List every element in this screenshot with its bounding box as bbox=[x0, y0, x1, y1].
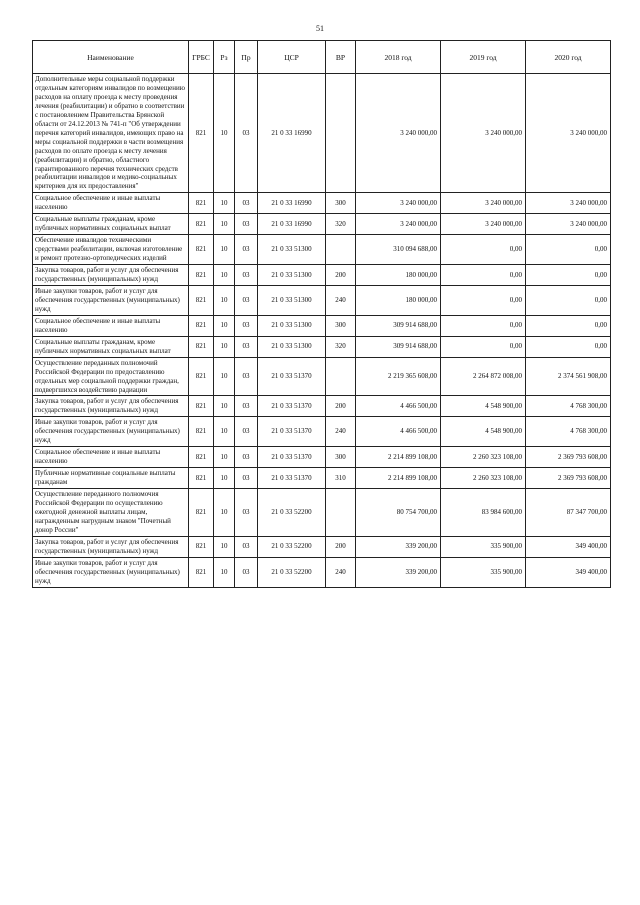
cell-name: Осуществление переданного полномочия Российской Федерации по осуществлению ежегодной денежной выплаты лицам, награжденным нагрудным знаком "Почетный донор России" bbox=[33, 489, 189, 537]
cell-vr: 300 bbox=[326, 193, 356, 214]
cell-csr: 21 0 33 51300 bbox=[258, 336, 326, 357]
cell-grbs: 821 bbox=[189, 74, 214, 193]
cell-vr: 200 bbox=[326, 536, 356, 557]
cell-name: Социальные выплаты гражданам, кроме публичных нормативных социальных выплат bbox=[33, 214, 189, 235]
cell-vr bbox=[326, 489, 356, 537]
cell-csr: 21 0 33 51300 bbox=[258, 265, 326, 286]
cell-2018: 2 214 899 108,00 bbox=[356, 447, 441, 468]
cell-2018: 4 466 500,00 bbox=[356, 396, 441, 417]
cell-2019: 83 984 600,00 bbox=[441, 489, 526, 537]
cell-csr: 21 0 33 16990 bbox=[258, 74, 326, 193]
cell-2019: 2 260 323 108,00 bbox=[441, 447, 526, 468]
cell-csr: 21 0 33 51370 bbox=[258, 447, 326, 468]
cell-name: Закупка товаров, работ и услуг для обеспечения государственных (муниципальных) нужд bbox=[33, 396, 189, 417]
cell-2019: 3 240 000,00 bbox=[441, 193, 526, 214]
cell-rz: 10 bbox=[214, 396, 235, 417]
cell-2020: 2 369 793 608,00 bbox=[526, 468, 611, 489]
cell-pr: 03 bbox=[235, 396, 258, 417]
cell-2018: 2 219 365 608,00 bbox=[356, 357, 441, 396]
cell-2020: 0,00 bbox=[526, 285, 611, 315]
cell-2018: 80 754 700,00 bbox=[356, 489, 441, 537]
col-header-2019: 2019 год bbox=[441, 41, 526, 74]
cell-name: Социальное обеспечение и иные выплаты населению bbox=[33, 193, 189, 214]
cell-2020: 0,00 bbox=[526, 265, 611, 286]
budget-table bbox=[32, 40, 611, 588]
cell-csr: 21 0 33 51370 bbox=[258, 396, 326, 417]
cell-name: Закупка товаров, работ и услуг для обеспечения государственных (муниципальных) нужд bbox=[33, 265, 189, 286]
cell-vr: 300 bbox=[326, 447, 356, 468]
cell-2018: 309 914 688,00 bbox=[356, 315, 441, 336]
cell-2018: 3 240 000,00 bbox=[356, 193, 441, 214]
cell-grbs: 821 bbox=[189, 396, 214, 417]
col-header-vr: ВР bbox=[326, 41, 356, 74]
cell-grbs: 821 bbox=[189, 265, 214, 286]
cell-name: Иные закупки товаров, работ и услуг для обеспечения государственных (муниципальных) нужд bbox=[33, 557, 189, 587]
cell-2018: 339 200,00 bbox=[356, 536, 441, 557]
cell-grbs: 821 bbox=[189, 447, 214, 468]
col-header-2018: 2018 год bbox=[356, 41, 441, 74]
col-header-name: Наименование bbox=[33, 41, 189, 74]
cell-2020: 349 400,00 bbox=[526, 536, 611, 557]
cell-pr: 03 bbox=[235, 214, 258, 235]
table-row bbox=[33, 285, 611, 315]
cell-pr: 03 bbox=[235, 489, 258, 537]
col-header-pr: Пр bbox=[235, 41, 258, 74]
cell-vr bbox=[326, 235, 356, 265]
cell-grbs: 821 bbox=[189, 557, 214, 587]
cell-rz: 10 bbox=[214, 214, 235, 235]
cell-vr: 240 bbox=[326, 417, 356, 447]
cell-rz: 10 bbox=[214, 447, 235, 468]
table-row bbox=[33, 336, 611, 357]
cell-2018: 3 240 000,00 bbox=[356, 74, 441, 193]
cell-2019: 0,00 bbox=[441, 265, 526, 286]
cell-grbs: 821 bbox=[189, 468, 214, 489]
cell-2019: 0,00 bbox=[441, 315, 526, 336]
cell-2020: 3 240 000,00 bbox=[526, 74, 611, 193]
table-row bbox=[33, 447, 611, 468]
cell-2020: 2 369 793 608,00 bbox=[526, 447, 611, 468]
cell-2020: 0,00 bbox=[526, 235, 611, 265]
cell-name: Публичные нормативные социальные выплаты гражданам bbox=[33, 468, 189, 489]
cell-2018: 309 914 688,00 bbox=[356, 336, 441, 357]
cell-grbs: 821 bbox=[189, 536, 214, 557]
cell-name: Осуществление переданных полномочий Российской Федерации по предоставлению отдельных мер социальной поддержки граждан, подвергшихся воздействию радиации bbox=[33, 357, 189, 396]
cell-pr: 03 bbox=[235, 336, 258, 357]
cell-2020: 3 240 000,00 bbox=[526, 193, 611, 214]
cell-rz: 10 bbox=[214, 265, 235, 286]
table-row bbox=[33, 489, 611, 537]
cell-name: Иные закупки товаров, работ и услуг для обеспечения государственных (муниципальных) нужд bbox=[33, 417, 189, 447]
cell-grbs: 821 bbox=[189, 315, 214, 336]
cell-2019: 0,00 bbox=[441, 336, 526, 357]
cell-2019: 0,00 bbox=[441, 235, 526, 265]
table-body bbox=[33, 74, 611, 588]
cell-csr: 21 0 33 52200 bbox=[258, 557, 326, 587]
cell-2020: 87 347 700,00 bbox=[526, 489, 611, 537]
cell-pr: 03 bbox=[235, 357, 258, 396]
cell-name: Закупка товаров, работ и услуг для обеспечения государственных (муниципальных) нужд bbox=[33, 536, 189, 557]
cell-grbs: 821 bbox=[189, 417, 214, 447]
cell-csr: 21 0 33 51370 bbox=[258, 357, 326, 396]
cell-grbs: 821 bbox=[189, 235, 214, 265]
cell-csr: 21 0 33 51300 bbox=[258, 235, 326, 265]
cell-name: Иные закупки товаров, работ и услуг для обеспечения государственных (муниципальных) нужд bbox=[33, 285, 189, 315]
table-header-row bbox=[33, 41, 611, 74]
cell-vr: 240 bbox=[326, 285, 356, 315]
cell-vr bbox=[326, 74, 356, 193]
cell-vr: 240 bbox=[326, 557, 356, 587]
cell-pr: 03 bbox=[235, 315, 258, 336]
cell-rz: 10 bbox=[214, 417, 235, 447]
cell-2020: 0,00 bbox=[526, 336, 611, 357]
cell-grbs: 821 bbox=[189, 214, 214, 235]
cell-grbs: 821 bbox=[189, 285, 214, 315]
cell-2020: 2 374 561 908,00 bbox=[526, 357, 611, 396]
cell-rz: 10 bbox=[214, 489, 235, 537]
table-row bbox=[33, 315, 611, 336]
cell-vr: 200 bbox=[326, 265, 356, 286]
table-row bbox=[33, 557, 611, 587]
cell-rz: 10 bbox=[214, 357, 235, 396]
cell-vr: 320 bbox=[326, 336, 356, 357]
cell-2018: 2 214 899 108,00 bbox=[356, 468, 441, 489]
cell-vr: 300 bbox=[326, 315, 356, 336]
cell-rz: 10 bbox=[214, 315, 235, 336]
cell-2018: 3 240 000,00 bbox=[356, 214, 441, 235]
cell-grbs: 821 bbox=[189, 357, 214, 396]
cell-2019: 4 548 900,00 bbox=[441, 417, 526, 447]
table-row bbox=[33, 468, 611, 489]
cell-rz: 10 bbox=[214, 285, 235, 315]
table-row bbox=[33, 193, 611, 214]
table-row bbox=[33, 74, 611, 193]
cell-grbs: 821 bbox=[189, 336, 214, 357]
cell-pr: 03 bbox=[235, 74, 258, 193]
cell-csr: 21 0 33 52200 bbox=[258, 489, 326, 537]
cell-rz: 10 bbox=[214, 193, 235, 214]
cell-2019: 4 548 900,00 bbox=[441, 396, 526, 417]
col-header-csr: ЦСР bbox=[258, 41, 326, 74]
cell-2019: 335 900,00 bbox=[441, 557, 526, 587]
cell-2020: 4 768 300,00 bbox=[526, 417, 611, 447]
cell-grbs: 821 bbox=[189, 489, 214, 537]
cell-csr: 21 0 33 51370 bbox=[258, 468, 326, 489]
table-row bbox=[33, 417, 611, 447]
cell-2019: 3 240 000,00 bbox=[441, 74, 526, 193]
cell-grbs: 821 bbox=[189, 193, 214, 214]
table-row bbox=[33, 235, 611, 265]
page-number: 51 bbox=[316, 24, 324, 33]
cell-csr: 21 0 33 51300 bbox=[258, 285, 326, 315]
cell-csr: 21 0 33 16990 bbox=[258, 214, 326, 235]
cell-pr: 03 bbox=[235, 536, 258, 557]
cell-name: Обеспечение инвалидов техническими средствами реабилитации, включая изготовление и ремонт протезно-ортопедических изделий bbox=[33, 235, 189, 265]
cell-2018: 180 000,00 bbox=[356, 265, 441, 286]
cell-rz: 10 bbox=[214, 468, 235, 489]
table-row bbox=[33, 265, 611, 286]
cell-csr: 21 0 33 51300 bbox=[258, 315, 326, 336]
cell-pr: 03 bbox=[235, 557, 258, 587]
cell-2018: 310 094 688,00 bbox=[356, 235, 441, 265]
cell-rz: 10 bbox=[214, 74, 235, 193]
cell-csr: 21 0 33 16990 bbox=[258, 193, 326, 214]
cell-vr: 310 bbox=[326, 468, 356, 489]
table-row bbox=[33, 214, 611, 235]
cell-name: Социальные выплаты гражданам, кроме публичных нормативных социальных выплат bbox=[33, 336, 189, 357]
col-header-rz: Рз bbox=[214, 41, 235, 74]
cell-rz: 10 bbox=[214, 557, 235, 587]
cell-name: Дополнительные меры социальной поддержки отдельным категориям инвалидов по возмещению расходов на оплату проезда к месту проведения лечения (реабилитации) и обратно в соответствии с постановлением Правительства Брянской области от 24.12.2013 № 741-п "Об утверждении перечня категорий инвалидов, имеющих право на меры социальной поддержки в части возмещения расходов по оплате проезда к месту лечения (реабилитации) и обратно, областного гарантированного перечня технических средств реабилитации инвалидов и медико-социальных критериев для их предоставления" bbox=[33, 74, 189, 193]
cell-2020: 4 768 300,00 bbox=[526, 396, 611, 417]
cell-vr bbox=[326, 357, 356, 396]
cell-rz: 10 bbox=[214, 235, 235, 265]
cell-2019: 2 260 323 108,00 bbox=[441, 468, 526, 489]
col-header-2020: 2020 год bbox=[526, 41, 611, 74]
cell-2018: 339 200,00 bbox=[356, 557, 441, 587]
cell-2020: 349 400,00 bbox=[526, 557, 611, 587]
cell-pr: 03 bbox=[235, 468, 258, 489]
cell-2018: 4 466 500,00 bbox=[356, 417, 441, 447]
cell-vr: 200 bbox=[326, 396, 356, 417]
table-row bbox=[33, 396, 611, 417]
cell-vr: 320 bbox=[326, 214, 356, 235]
cell-name: Социальное обеспечение и иные выплаты населению bbox=[33, 315, 189, 336]
col-header-grbs: ГРБС bbox=[189, 41, 214, 74]
cell-name: Социальное обеспечение и иные выплаты населению bbox=[33, 447, 189, 468]
cell-2020: 0,00 bbox=[526, 315, 611, 336]
table-row bbox=[33, 536, 611, 557]
cell-pr: 03 bbox=[235, 285, 258, 315]
cell-2019: 335 900,00 bbox=[441, 536, 526, 557]
cell-2019: 2 264 872 008,00 bbox=[441, 357, 526, 396]
cell-pr: 03 bbox=[235, 235, 258, 265]
cell-rz: 10 bbox=[214, 336, 235, 357]
cell-2020: 3 240 000,00 bbox=[526, 214, 611, 235]
cell-pr: 03 bbox=[235, 265, 258, 286]
cell-pr: 03 bbox=[235, 417, 258, 447]
cell-csr: 21 0 33 51370 bbox=[258, 417, 326, 447]
cell-2018: 180 000,00 bbox=[356, 285, 441, 315]
cell-rz: 10 bbox=[214, 536, 235, 557]
cell-csr: 21 0 33 52200 bbox=[258, 536, 326, 557]
table-row bbox=[33, 357, 611, 396]
cell-pr: 03 bbox=[235, 193, 258, 214]
cell-pr: 03 bbox=[235, 447, 258, 468]
cell-2019: 3 240 000,00 bbox=[441, 214, 526, 235]
cell-2019: 0,00 bbox=[441, 285, 526, 315]
